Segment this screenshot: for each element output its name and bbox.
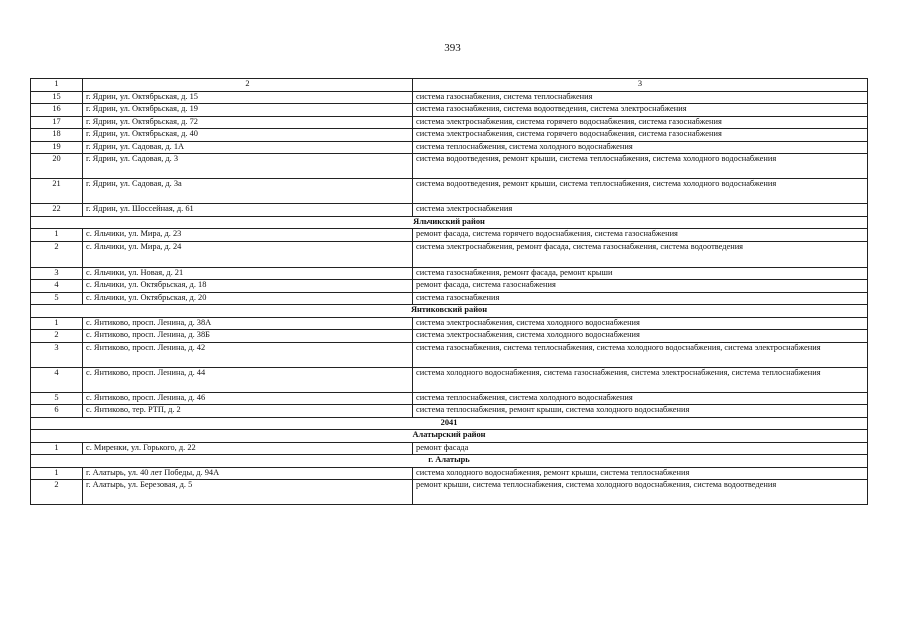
row-address: с. Яльчики, ул. Октябрьская, д. 20 bbox=[83, 292, 413, 305]
table-row bbox=[31, 292, 868, 305]
table-row bbox=[31, 179, 868, 204]
row-address: г. Ядрин, ул. Октябрьская, д. 40 bbox=[83, 129, 413, 142]
section-title: г. Алатырь bbox=[31, 455, 868, 468]
table-row bbox=[31, 129, 868, 142]
table-row bbox=[31, 317, 868, 330]
row-works: система газоснабжения, система теплоснабжения, система холодного водоснабжения, система электроснабжения bbox=[413, 342, 868, 367]
row-address: с. Янтиково, тер. РТП, д. 2 bbox=[83, 405, 413, 418]
table-row bbox=[31, 280, 868, 293]
row-number: 5 bbox=[31, 392, 83, 405]
works-table-body bbox=[31, 79, 868, 505]
row-works: система электроснабжения, система горячего водоснабжения, система газоснабжения bbox=[413, 116, 868, 129]
row-address: г. Алатырь, ул. Березовая, д. 5 bbox=[83, 480, 413, 505]
section-title: Янтиковский район bbox=[31, 305, 868, 318]
row-address: г. Алатырь, ул. 40 лет Победы, д. 94А bbox=[83, 467, 413, 480]
row-number: 4 bbox=[31, 280, 83, 293]
table-row bbox=[31, 367, 868, 392]
row-works: система водоотведения, ремонт крыши, система теплоснабжения, система холодного водоснабжения bbox=[413, 179, 868, 204]
row-address: г. Ядрин, ул. Октябрьская, д. 19 bbox=[83, 104, 413, 117]
works-table bbox=[30, 78, 868, 505]
row-number: 21 bbox=[31, 179, 83, 204]
column-header-1: 1 bbox=[31, 79, 83, 92]
row-works: система электроснабжения, система холодного водоснабжения bbox=[413, 317, 868, 330]
row-works: система холодного водоснабжения, система газоснабжения, система электроснабжения, система теплоснабжения bbox=[413, 367, 868, 392]
section-row bbox=[31, 216, 868, 229]
section-title: 2041 bbox=[31, 417, 868, 430]
section-title: Алатырский район bbox=[31, 430, 868, 443]
section-title: Яльчикский район bbox=[31, 216, 868, 229]
row-works: система газоснабжения bbox=[413, 292, 868, 305]
row-works: система газоснабжения, система теплоснабжения bbox=[413, 91, 868, 104]
row-works: система электроснабжения, ремонт фасада, система газоснабжения, система водоотведения bbox=[413, 241, 868, 267]
table-row bbox=[31, 330, 868, 343]
row-works: система газоснабжения, ремонт фасада, ремонт крыши bbox=[413, 267, 868, 280]
row-number: 16 bbox=[31, 104, 83, 117]
row-number: 1 bbox=[31, 467, 83, 480]
row-works: система теплоснабжения, система холодного водоснабжения bbox=[413, 392, 868, 405]
row-number: 18 bbox=[31, 129, 83, 142]
row-address: с. Янтиково, просп. Ленина, д. 38А bbox=[83, 317, 413, 330]
row-address: с. Яльчики, ул. Новая, д. 21 bbox=[83, 267, 413, 280]
row-number: 5 bbox=[31, 292, 83, 305]
row-address: г. Ядрин, ул. Садовая, д. 3а bbox=[83, 179, 413, 204]
row-works: система теплоснабжения, ремонт крыши, система холодного водоснабжения bbox=[413, 405, 868, 418]
row-works: система водоотведения, ремонт крыши, система теплоснабжения, система холодного водоснабжения bbox=[413, 154, 868, 179]
row-works: ремонт фасада, система горячего водоснабжения, система газоснабжения bbox=[413, 229, 868, 242]
row-number: 19 bbox=[31, 141, 83, 154]
row-number: 17 bbox=[31, 116, 83, 129]
row-address: г. Ядрин, ул. Шоссейная, д. 61 bbox=[83, 204, 413, 217]
row-number: 4 bbox=[31, 367, 83, 392]
page-number: 393 bbox=[444, 42, 461, 54]
row-number: 3 bbox=[31, 342, 83, 367]
column-header-2: 2 bbox=[83, 79, 413, 92]
row-number: 3 bbox=[31, 267, 83, 280]
table-row bbox=[31, 204, 868, 217]
row-number: 1 bbox=[31, 229, 83, 242]
section-row bbox=[31, 305, 868, 318]
row-number: 2 bbox=[31, 241, 83, 267]
table-row bbox=[31, 480, 868, 505]
row-number: 1 bbox=[31, 442, 83, 455]
row-address: с. Яльчики, ул. Мира, д. 24 bbox=[83, 241, 413, 267]
table-row bbox=[31, 442, 868, 455]
row-address: с. Янтиково, просп. Ленина, д. 42 bbox=[83, 342, 413, 367]
row-address: г. Ядрин, ул. Октябрьская, д. 72 bbox=[83, 116, 413, 129]
row-number: 20 bbox=[31, 154, 83, 179]
table-row bbox=[31, 405, 868, 418]
table-row bbox=[31, 342, 868, 367]
row-address: с. Янтиково, просп. Ленина, д. 46 bbox=[83, 392, 413, 405]
row-number: 22 bbox=[31, 204, 83, 217]
row-number: 15 bbox=[31, 91, 83, 104]
section-row bbox=[31, 430, 868, 443]
section-row bbox=[31, 455, 868, 468]
table-row bbox=[31, 141, 868, 154]
row-address: с. Янтиково, просп. Ленина, д. 38Б bbox=[83, 330, 413, 343]
row-works: система электроснабжения bbox=[413, 204, 868, 217]
row-address: с. Миренки, ул. Горького, д. 22 bbox=[83, 442, 413, 455]
table-row bbox=[31, 116, 868, 129]
row-address: г. Ядрин, ул. Садовая, д. 3 bbox=[83, 154, 413, 179]
table-row bbox=[31, 154, 868, 179]
row-number: 2 bbox=[31, 330, 83, 343]
row-number: 1 bbox=[31, 317, 83, 330]
table-row bbox=[31, 104, 868, 117]
row-address: с. Янтиково, просп. Ленина, д. 44 bbox=[83, 367, 413, 392]
row-works: система холодного водоснабжения, ремонт крыши, система теплоснабжения bbox=[413, 467, 868, 480]
table-row bbox=[31, 267, 868, 280]
table-row bbox=[31, 91, 868, 104]
table-row bbox=[31, 392, 868, 405]
row-works: ремонт крыши, система теплоснабжения, система холодного водоснабжения, система водоотведения bbox=[413, 480, 868, 505]
row-address: с. Яльчики, ул. Мира, д. 23 bbox=[83, 229, 413, 242]
row-works: система электроснабжения, система холодного водоснабжения bbox=[413, 330, 868, 343]
row-works: система электроснабжения, система горячего водоснабжения, система газоснабжения bbox=[413, 129, 868, 142]
column-header-3: 3 bbox=[413, 79, 868, 92]
row-address: г. Ядрин, ул. Октябрьская, д. 15 bbox=[83, 91, 413, 104]
row-works: ремонт фасада bbox=[413, 442, 868, 455]
row-works: система теплоснабжения, система холодного водоснабжения bbox=[413, 141, 868, 154]
table-row bbox=[31, 229, 868, 242]
section-row bbox=[31, 417, 868, 430]
table-row bbox=[31, 241, 868, 267]
table-row bbox=[31, 467, 868, 480]
row-works: ремонт фасада, система газоснабжения bbox=[413, 280, 868, 293]
table-header-row bbox=[31, 79, 868, 92]
row-number: 2 bbox=[31, 480, 83, 505]
row-works: система газоснабжения, система водоотведения, система электроснабжения bbox=[413, 104, 868, 117]
row-address: с. Яльчики, ул. Октябрьская, д. 18 bbox=[83, 280, 413, 293]
row-address: г. Ядрин, ул. Садовая, д. 1А bbox=[83, 141, 413, 154]
row-number: 6 bbox=[31, 405, 83, 418]
